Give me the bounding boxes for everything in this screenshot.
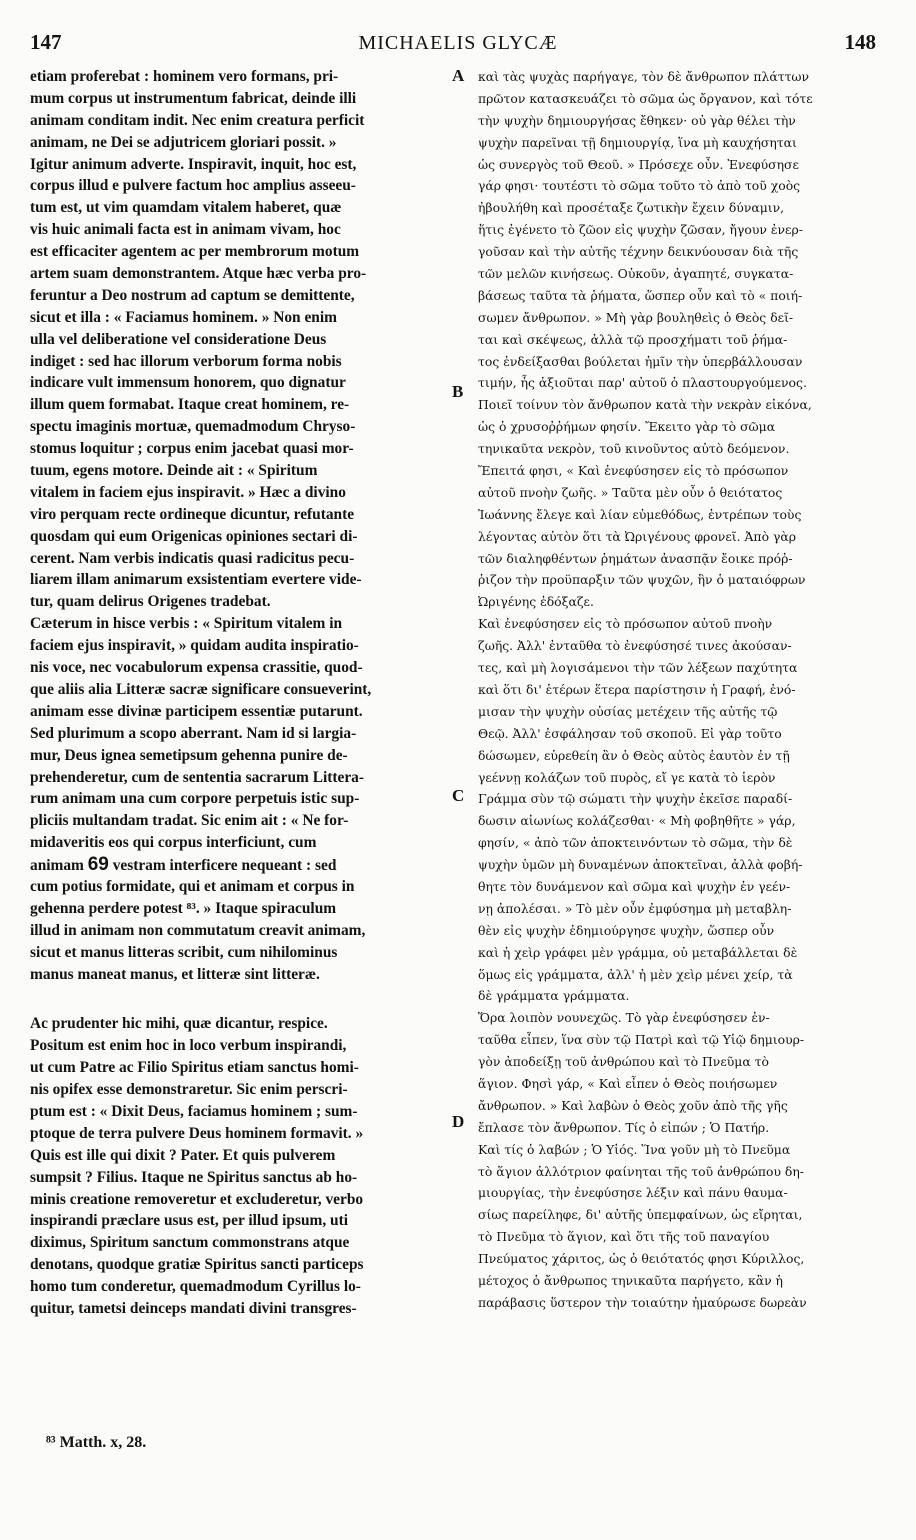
latin-line: Sed plurimum a scopo aberrant. Nam id si largia- [30, 724, 357, 742]
page-number-right: 148 [844, 30, 876, 54]
latin-line: indicare vult immensum honorem, quo dignatur [30, 374, 346, 392]
greek-line: Ἔπειτά φησι, « Καὶ ἐνεφύσησεν εἰς τὸ πρόσωπον [478, 463, 789, 479]
greek-line: ἄνθρωπον. » Καὶ λαβὼν ὁ Θεὸς χοῦν ἀπὸ τῆς γῆς [478, 1097, 788, 1113]
greek-line: γεέννῃ κολάζων τοῦ πυρὸς, εἴ γε κατὰ τὸ ἱερὸν [478, 769, 776, 785]
greek-line: ψυχὴν ὑμῶν μὴ δυναμένων ἀποκτεῖναι, ἀλλὰ φοβή- [478, 857, 803, 873]
edition-page-mark: 69 [87, 854, 109, 876]
greek-line: Ὅρα λοιπὸν νουνεχῶς. Τὸ γὰρ ἐνεφύσησεν ἐν- [478, 1010, 770, 1026]
latin-line: viro perquam recte ordineque dicuntur, refutante [30, 505, 355, 523]
latin-line: illum quem formabat. Itaque creat hominem, re- [30, 396, 350, 414]
greek-line: λέγοντας αὐτὸν ὅτι τὰ Ὠριγένους φρονεῖ. Ἀπὸ γὰρ [478, 528, 797, 544]
greek-line: ἅγιον. Φησὶ γάρ, « Καὶ εἶπεν ὁ Θεὸς ποιήσωμεν [478, 1075, 778, 1091]
margin-marker-c: C [452, 786, 465, 805]
greek-line: φησίν, « ἀπὸ τῶν ἀποκτεινόντων τὸ σῶμα, τὴν δὲ [478, 835, 793, 851]
greek-line: ζωῆς. Ἀλλ' ἐνταῦθα τὸ ἐνεφύσησέ τινες ἀκούσαν- [478, 638, 792, 654]
latin-line: Ac prudenter hic mihi, quæ dicantur, respice. [30, 1015, 328, 1033]
latin-line: ut cum Patre ac Filio Spiritus etiam sanctus homi- [30, 1059, 359, 1077]
greek-line: ται καὶ σκέψεως, ἀλλὰ τῷ προσχήματι τοῦ ῥήμα- [478, 331, 788, 347]
latin-line: artem suam demonstrantem. Atque hæc verba pro- [30, 265, 367, 283]
running-head: MICHAELIS GLYCÆ [358, 32, 558, 54]
greek-line: τηνικαῦτα νεκρὸν, τοῦ κινοῦντος αὐτὸ δεόμενον. [478, 441, 790, 457]
latin-line: pliciis multandam tradat. Sic enim ait : « Ne for- [30, 812, 349, 830]
greek-line: ψυχὴν παρεῖναι τῇ δημιουργίᾳ, ἵνα μὴ καυχήσηται [478, 134, 797, 150]
greek-line: γοῦσαν καὶ τὴν αὐτῆς τέχνην δεικνύουσαν διὰ τῆς [478, 244, 799, 260]
latin-line: midaveritis eos qui corpus interficiunt, cum [30, 834, 317, 852]
greek-line: βάσεως ταῦτα τὰ ῥήματα, ὥσπερ οὖν καὶ τὸ « ποιή- [478, 287, 803, 303]
latin-line: liarem illam animarum exsistentiam evertere vide- [30, 571, 362, 589]
latin-line: Igitur animum adverte. Inspiravit, inquit, hoc est, [30, 155, 357, 173]
latin-line: mum corpus ut instrumentum fabricat, deinde illi [30, 89, 357, 107]
greek-line: Καὶ ἐνεφύσησεν εἰς τὸ πρόσωπον αὐτοῦ πνοὴν [478, 616, 773, 632]
latin-line: ptoque de terra pulvere Deus hominem formavit. » [30, 1124, 364, 1142]
latin-line: Quis est ille qui dixit ? Pater. Et quis pulverem [30, 1146, 336, 1164]
latin-line: manus maneat manus, et litteræ sint litteræ. [30, 965, 320, 983]
greek-line: μιουργίας, τὴν ἐνεφύσησε λέξιν καὶ πάνυ θαυμα- [478, 1185, 788, 1201]
latin-line: quitur, tametsi deinceps mandati divini transgres- [30, 1299, 357, 1317]
greek-line: Γράμμα σὺν τῷ σώματι τὴν ψυχὴν ἐκεῖσε παραδί- [478, 791, 793, 807]
latin-line: homo tum conderetur, quemadmodum Cyrillus lo- [30, 1278, 361, 1296]
latin-line: illud in animam non commutatum creavit animam, [30, 921, 366, 939]
latin-line: sumpsit ? Filius. Itaque ne Spiritus sanctus ab ho- [30, 1168, 358, 1186]
latin-line: feruntur a Deo nostrum ad captum se demittente, [30, 286, 355, 304]
latin-line: Cæterum in hisce verbis : « Spiritum vitalem in [30, 615, 343, 633]
latin-line: tur, quam delirus Origenes tradebat. [30, 593, 271, 611]
latin-line: animam 69 vestram interficere nequeant : sed [30, 854, 337, 876]
latin-line: animam esse divinæ participem essentiæ putarunt. [30, 702, 363, 720]
greek-line: δωσιν αἰωνίως κολάζεσθαι· « Μὴ φοβηθῆτε » γάρ, [478, 813, 796, 829]
greek-line: τὴν ψυχὴν δημιουργήσας ἔθηκεν· οὐ γὰρ θέλει τὴν [478, 112, 796, 128]
greek-line: ἔπλασε τὸν ἄνθρωπον. Τίς ὁ εἰπών ; Ὁ Πατήρ. [478, 1119, 770, 1135]
greek-line: γὸν ἀποδείξῃ τοῦ ἀνθρώπου καὶ τὸ Πνεῦμα τὸ [478, 1054, 769, 1070]
latin-line: animam, ne Dei se adjutricem gloriari possit. » [30, 133, 337, 151]
latin-line: mur, Deus ignea semetipsum gehenna punire de- [30, 746, 348, 764]
latin-line: sicut et illa : « Faciamus hominem. » Non enim [30, 308, 337, 326]
greek-line: αὐτοῦ πνοὴν ζωῆς. » Ταῦτα μὲν οὖν ὁ θειότατος [478, 484, 783, 500]
greek-line: πρῶτον κατασκευάζει τὸ σῶμα ὡς ὄργανον, καὶ τότε [478, 90, 813, 106]
greek-line: Ἰωάννης ἔλεγε καὶ λίαν εὐμεθόδως, ἐντρέπων τοὺς [478, 506, 802, 522]
greek-line: θὲν εἰς ψυχὴν ἐδημιούργησε ψυχὴν, ὥσπερ οὖν [478, 922, 775, 938]
latin-line: sicut et manus litteras scribit, cum nihilominus [30, 943, 338, 961]
latin-line: nis opifex esse demonstraretur. Sic enim perscri- [30, 1081, 348, 1099]
greek-line: τὸ Πνεῦμα τὸ ἅγιον, καὶ ὅτι τῆς τοῦ παναγίου [478, 1229, 770, 1245]
latin-column [30, 66, 445, 1320]
paragraph-gap [30, 985, 445, 1013]
greek-line: ὡς ὁ χρυσοῤῥήμων φησίν. Ἔκειτο γὰρ τὸ σῶμα [478, 419, 776, 435]
greek-line: σίως παρείληφε, δι' αὐτῆς ὑπεμφαίνων, ὡς εἴρηται, [478, 1207, 803, 1223]
greek-column [478, 66, 880, 1314]
latin-line: inspirandi præclare usus est, per illud ipsum, uti [30, 1212, 349, 1230]
greek-line: νῃ ἀπολέσαι. » Τὸ μὲν οὖν ἐμφύσημα μὴ μεταβλη- [478, 900, 792, 916]
latin-line: que aliis alia Litteræ sacræ significare consueverint, [30, 680, 372, 698]
latin-line: ptum est : « Dixit Deus, faciamus hominem ; sum- [30, 1102, 358, 1120]
greek-line: Ποιεῖ τοίνυν τὸν ἄνθρωπον κατὰ τὴν νεκρὰν εἰκόνα, [478, 397, 812, 413]
greek-line: τὸ ἅγιον ἀλλότριον φαίνηται τῆς τοῦ ἀνθρώπου δη- [478, 1163, 804, 1179]
margin-marker-a: A [452, 66, 465, 85]
latin-line: faciem ejus inspiravit, » quidam audita inspiratio- [30, 637, 359, 655]
page-number-left: 147 [30, 30, 62, 54]
latin-line: spectu imaginis mortuæ, quemadmodum Chryso- [30, 418, 356, 436]
greek-line: καὶ ἡ χεὶρ γράφει μὲν γράμμα, οὐ μεταβάλλεται δὲ [478, 944, 798, 960]
latin-line: diximus, Spiritum sanctum commonstrans atque [30, 1234, 350, 1252]
greek-line: καὶ ὅτι δι' ἑτέρων ἕτερα παρίστησιν ἡ Γραφή, ἐνό- [478, 681, 796, 697]
greek-line: καὶ τὰς ψυχὰς παρήγαγε, τὸν δὲ ἄνθρωπον πλάττων [478, 69, 810, 84]
margin-marker-b: B [452, 382, 464, 401]
greek-line: δὲ γράμματα γράμματα. [478, 988, 630, 1004]
greek-line: ὅμως εἰς γράμματα, ἀλλ' ἡ μὲν χεὶρ μένει χείρ, τὰ [478, 966, 793, 982]
latin-line: vitalem in faciem ejus inspiravit. » Hæc a divino [30, 483, 346, 501]
greek-line: Ὠριγένης ἐδόξαζε. [478, 594, 594, 610]
latin-line: animam conditam indit. Nec enim creatura perficit [30, 111, 365, 129]
greek-line: τιμήν, ἧς ἀξιοῦται παρ' αὐτοῦ ὁ πλαστουργούμενος. [478, 375, 807, 391]
latin-line: vis huic animali facta est in animam vivam, hoc [30, 221, 341, 239]
greek-line: Καὶ τίς ὁ λαβών ; Ὁ Υἱός. Ἵνα γοῦν μὴ τὸ Πνεῦμα [478, 1141, 791, 1157]
latin-line: denotans, quodque gratiæ Spiritus sancti particeps [30, 1256, 364, 1274]
latin-line: corpus illud e pulvere factum hoc amplius asseeu- [30, 177, 356, 195]
latin-line: tum est, ut vim quamdam vitalem haberet, quæ [30, 199, 342, 217]
greek-line: τος ἐνδείξασθαι βούλεται ἡμῖν τὴν ὑπερβάλλουσαν [478, 353, 803, 369]
latin-line: tuum, egens motore. Deinde ait : « Spiritum [30, 462, 318, 480]
greek-line: ταῦθα εἶπεν, ἵνα σὺν τῷ Πατρὶ καὶ τῷ Υἱῷ δημιουρ- [478, 1032, 805, 1048]
greek-line: ὡς συνεργὸς τοῦ Θεοῦ. » Πρόσεχε οὖν. Ἐνεφύσησε [478, 156, 799, 172]
greek-line: μισαν τὴν ψυχὴν οὐσίας μετέχειν τῆς αὐτῆς τῷ [478, 703, 778, 719]
latin-line: Positum est enim hoc in loco verbum inspirandi, [30, 1037, 347, 1055]
latin-line: gehenna perdere potest ⁸³. » Itaque spiraculum [30, 899, 337, 917]
greek-line: δώσωμεν, εὑρεθείη ἂν ὁ Θεὸς αὐτὸς ἑαυτὸν ἐν τῇ [478, 747, 790, 763]
latin-line: cum potius formidate, qui et animam et corpus in [30, 877, 355, 895]
greek-line: παράβασις ὕστερον τὴν τοιαύτην ἠμαύρωσε δωρεὰν [478, 1294, 807, 1310]
footnote: ⁸³ Matth. x, 28. [46, 1434, 147, 1451]
latin-line: etiam proferebat : hominem vero formans, pri- [30, 68, 339, 85]
latin-line: est efficaciter agentem ac per membrorum motum [30, 243, 360, 261]
latin-line: minis creatione removeretur et excluderetur, verbo [30, 1190, 364, 1208]
latin-line: indiget : sed hac illorum verborum forma nobis [30, 352, 342, 370]
margin-marker-d: D [452, 1112, 465, 1131]
latin-line: nis voce, nec vocabulorum expensa crassitie, quod- [30, 659, 363, 677]
greek-line: ῥιζον τὴν προϋπαρξιν τῶν ψυχῶν, ἣν ὁ ματαιόφρων [478, 572, 806, 588]
greek-line: ἥτις ἐγένετο τὸ ζῶον εἰς ψυχὴν ζῶσαν, ἤγουν ἐνερ- [478, 222, 803, 238]
greek-line: Θεῷ. Ἀλλ' ἐσφάλησαν τοῦ σκοποῦ. Εἰ γὰρ τοῦτο [478, 725, 782, 741]
latin-line: ulla vel deliberatione vel consideratione Deus [30, 330, 327, 348]
greek-line: θητε τὸν δυνάμενον καὶ σῶμα καὶ ψυχὴν ἐν γεέν- [478, 878, 791, 894]
greek-line: μέτοχος ὁ ἄνθρωπος τηνικαῦτα παρήγετο, κἂν ἡ [478, 1272, 783, 1288]
greek-line: γάρ φησι· τουτέστι τὸ σῶμα τοῦτο τὸ ἀπὸ τοῦ χοὸς [478, 178, 801, 194]
latin-line: prehenderetur, cum de sententia sacrarum Littera- [30, 768, 364, 786]
greek-line: Πνεύματος χάριτος, ὡς ὁ θειότατός φησι Κύριλλος, [478, 1251, 805, 1267]
greek-line: σωμεν ἄνθρωπον. » Μὴ γὰρ βουληθεὶς ὁ Θεὸς δεῖ- [478, 309, 794, 325]
latin-line: cerent. Nam verbis indicatis quasi radicitus pecu- [30, 549, 355, 567]
latin-line: quosdam qui eum Origenicas opiniones sectari di- [30, 527, 358, 545]
latin-line: rum animam una cum corpore perpetuis istic sup- [30, 790, 360, 808]
greek-line: τῶν διαληφθέντων ῥημάτων ἀνασπᾷν ἔοικε πρόῤ- [478, 550, 793, 566]
greek-line: τῶν μελῶν κινήσεως. Οὐκοῦν, ἀγαπητέ, συγκατα- [478, 266, 794, 282]
latin-line: stomus loquitur ; corpus enim jacebat quasi mor- [30, 440, 354, 458]
greek-line: ἠβουλήθη καὶ προσέταξε ζωτικὴν ἔχειν δύναμιν, [478, 200, 785, 216]
greek-line: τες, καὶ μὴ λογισάμενοι τὴν τῶν λέξεων παχύτητα [478, 660, 798, 676]
